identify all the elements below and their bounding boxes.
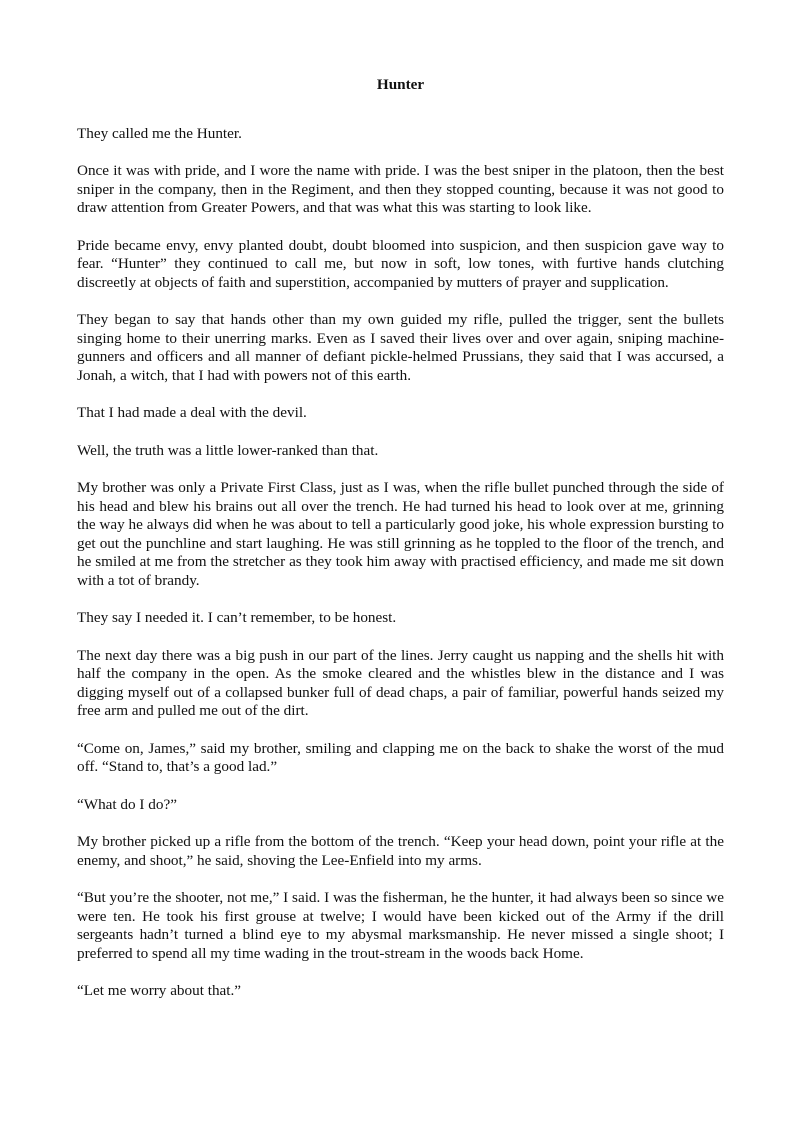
paragraph: “Come on, James,” said my brother, smiling and clapping me on the back to shake the worst of the mud off. “Stand to, that’s a good lad.” [77, 739, 724, 775]
document-page [77, 76, 724, 1020]
paragraph: “Let me worry about that.” [77, 982, 242, 999]
paragraph: My brother was only a Private First Class, just as I was, when the rifle bullet punched through the side of his head and blew his brains out all over the trench. He had turned his head to look over at me, grinning the way he always did when he was about to tell a particularly good joke, his whole expression bursting to get out the punchline and start laughing. He was still grinning as he toppled to the floor of the trench, and he smiled at me from the stretcher as they took him away with practised efficiency, and made me sit down with a tot of brandy. [77, 479, 724, 589]
paragraph: The next day there was a big push in our part of the lines. Jerry caught us napping and the shells hit with half the company in the open. As the smoke cleared and the whistles blew in the distance and I was digging myself out of a collapsed bunker full of dead chaps, a pair of familiar, powerful hands seized my free arm and pulled me out of the dirt. [77, 646, 724, 719]
paragraph: Once it was with pride, and I wore the name with pride. I was the best sniper in the platoon, then the best sniper in the company, then in the Regiment, and then they stopped counting, because it was not good to draw attention from Greater Powers, and that was what this was starting to look like. [77, 162, 724, 216]
paragraph: Well, the truth was a little lower-ranked than that. [77, 441, 379, 459]
paragraph: They called me the Hunter. [77, 124, 242, 142]
paragraph: They say I needed it. I can’t remember, to be honest. [77, 609, 397, 626]
paragraph: “What do I do?” [77, 795, 177, 813]
paragraph: “But you’re the shooter, not me,” I said. I was the fisherman, he the hunter, it had always been so since we were ten. He took his first grouse at twelve; I would have been kicked out of the Army if the drill sergeants hadn’t turned a blind eye to my abysmal marksmanship. He never missed a single shoot; I preferred to spend all my time wading in the trout-stream in the woods back Home. [77, 889, 724, 962]
paragraph: Pride became envy, envy planted doubt, doubt bloomed into suspicion, and then suspicion gave way to fear. “Hunter” they continued to call me, but now in soft, low tones, with furtive hands clutching discreetly at objects of faith and superstition, accompanied by mutters of prayer and supplication. [77, 236, 724, 291]
paragraph: My brother picked up a rifle from the bottom of the trench. “Keep your head down, point your rifle at the enemy, and shoot,” he said, shoving the Lee-Enfield into my arms. [77, 833, 724, 869]
document-title: Hunter [376, 76, 425, 93]
paragraph: They began to say that hands other than my own guided my rifle, pulled the trigger, sent the bullets singing home to their unerring marks. Even as I saved their lives over and over again, sniping machine-gunners and officers and all manner of defiant pickle-helmed Prussians, they said that I was accursed, a Jonah, a witch, that I had with powers not of this earth. [77, 311, 724, 384]
paragraph: That I had made a deal with the devil. [77, 404, 307, 421]
